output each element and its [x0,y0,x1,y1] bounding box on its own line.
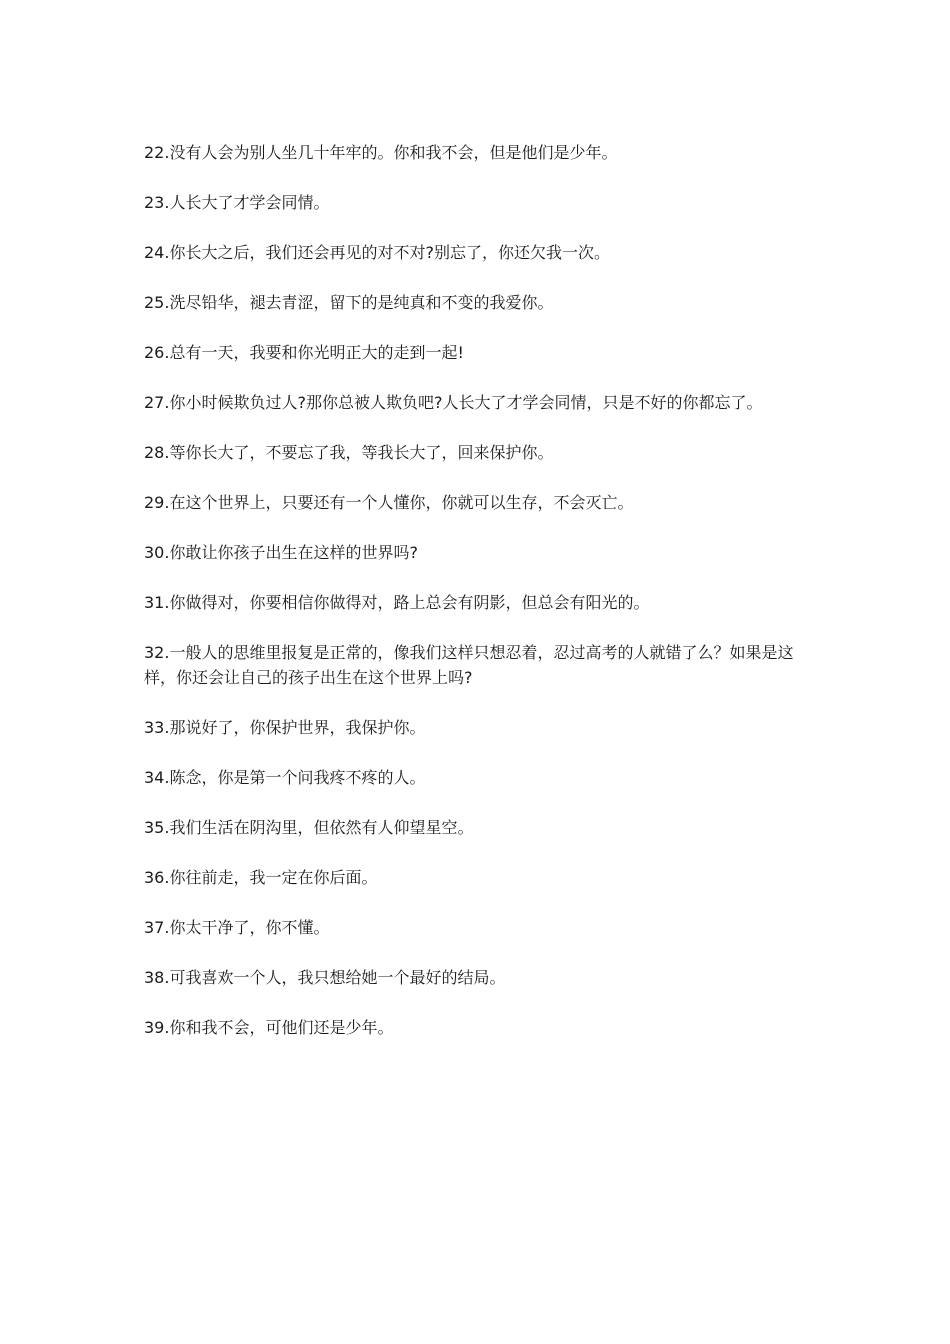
quote-number: 31. [144,593,170,612]
quote-32 [144,640,814,690]
quote-text: 在这个世界上，只要还有一个人懂你，你就可以生存，不会灭亡。 [169,493,634,512]
quote-number: 38. [144,968,170,987]
quote-26 [144,340,814,365]
quote-number: 39. [144,1018,170,1037]
quote-22 [144,140,814,165]
quote-number: 34. [144,768,170,787]
quote-38 [144,965,814,990]
quote-list [144,140,814,1065]
quote-text: 陈念，你是第一个问我疼不疼的人。 [169,768,426,787]
quote-number: 29. [144,493,170,512]
quote-text: 人长大了才学会同情。 [169,193,330,212]
quote-number: 23. [144,193,170,212]
quote-34 [144,765,814,790]
quote-37 [144,915,814,940]
quote-text: 洗尽铅华，褪去青涩，留下的是纯真和不变的我爱你。 [169,293,554,312]
quote-number: 30. [144,543,170,562]
quote-text: 一般人的思维里报复是正常的，像我们这样只想忍着，忍过高考的人就错了么？如果是这样，你还会让自己的孩子出生在这个世界上吗? [144,643,794,687]
quote-number: 25. [144,293,170,312]
quote-text: 我们生活在阴沟里，但依然有人仰望星空。 [169,818,474,837]
quote-text: 总有一天，我要和你光明正大的走到一起! [169,343,464,362]
quote-text: 你长大之后，我们还会再见的对不对?别忘了，你还欠我一次。 [169,243,610,262]
quote-number: 36. [144,868,170,887]
quote-text: 可我喜欢一个人，我只想给她一个最好的结局。 [169,968,506,987]
quote-35 [144,815,814,840]
quote-text: 你做得对，你要相信你做得对，路上总会有阴影，但总会有阳光的。 [169,593,650,612]
quote-31 [144,590,814,615]
quote-text: 你太干净了，你不懂。 [169,918,330,937]
quote-number: 27. [144,393,170,412]
quote-24 [144,240,814,265]
quote-text: 那说好了，你保护世界，我保护你。 [169,718,426,737]
quote-28 [144,440,814,465]
quote-text: 你往前走，我一定在你后面。 [169,868,378,887]
quote-number: 33. [144,718,170,737]
quote-number: 35. [144,818,170,837]
quote-text: 没有人会为别人坐几十年牢的。你和我不会，但是他们是少年。 [169,143,618,162]
quote-27 [144,390,814,415]
quote-number: 28. [144,443,170,462]
quote-number: 26. [144,343,170,362]
quote-number: 24. [144,243,170,262]
quote-23 [144,190,814,215]
quote-number: 22. [144,143,170,162]
quote-39 [144,1015,814,1040]
quote-text: 你小时候欺负过人?那你总被人欺负吧?人长大了才学会同情，只是不好的你都忘了。 [169,393,763,412]
quote-36 [144,865,814,890]
quote-text: 你和我不会，可他们还是少年。 [169,1018,394,1037]
quote-text: 你敢让你孩子出生在这样的世界吗? [169,543,418,562]
quote-number: 37. [144,918,170,937]
quote-text: 等你长大了，不要忘了我，等我长大了，回来保护你。 [169,443,554,462]
quote-number: 32. [144,643,170,662]
quote-25 [144,290,814,315]
quote-30 [144,540,814,565]
quote-29 [144,490,814,515]
quote-33 [144,715,814,740]
